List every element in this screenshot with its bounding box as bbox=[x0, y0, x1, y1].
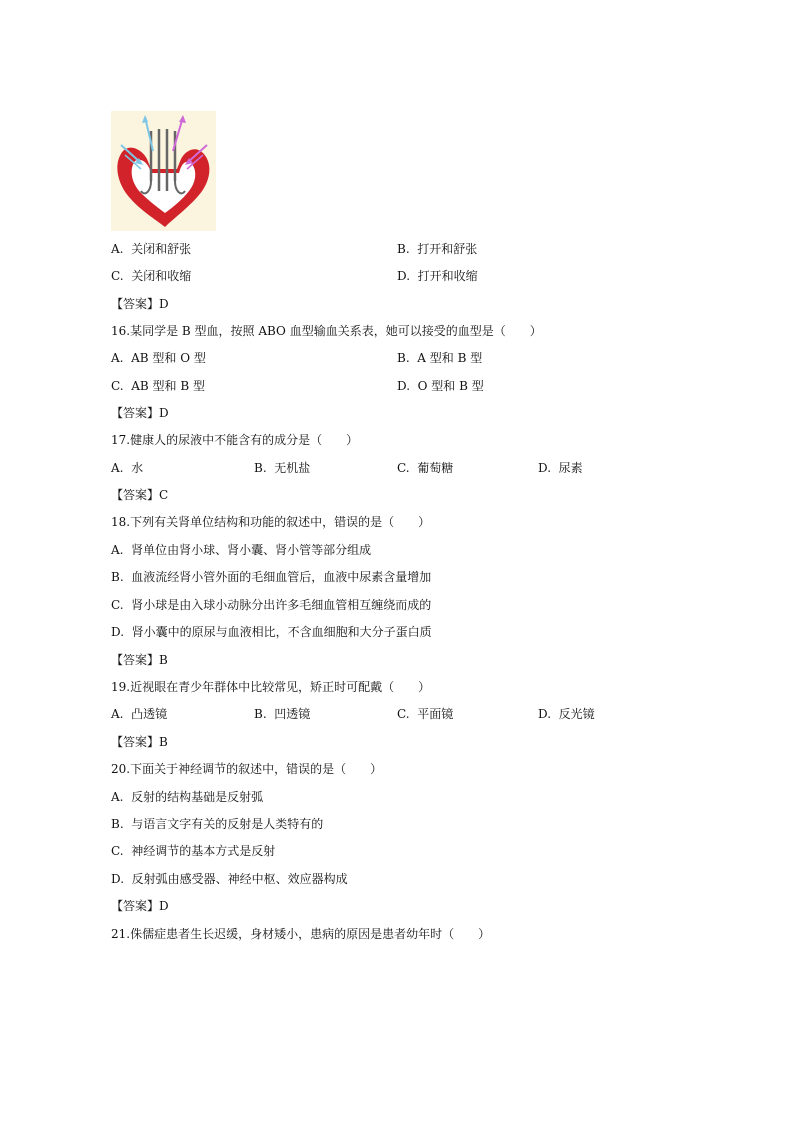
q15-answer: 【答案】D bbox=[111, 297, 169, 311]
q18-option-d: D. 肾小囊中的原尿与血液相比，不含血细胞和大分子蛋白质 bbox=[111, 625, 432, 639]
q16-answer: 【答案】D bbox=[111, 406, 169, 420]
q19-question: 19.近视眼在青少年群体中比较常见，矫正时可配戴（ ） bbox=[111, 680, 431, 694]
q20-option-d: D. 反射弧由感受器、神经中枢、效应器构成 bbox=[111, 872, 348, 886]
q16-option-c: C. AB 型和 B 型 bbox=[111, 379, 205, 393]
q17-question: 17.健康人的尿液中不能含有的成分是（ ） bbox=[111, 433, 359, 447]
q19-option-b: B. 凹透镜 bbox=[254, 707, 311, 721]
q19-option-a: A. 凸透镜 bbox=[111, 707, 168, 721]
q20-option-b: B. 与语言文字有关的反射是人类特有的 bbox=[111, 817, 324, 831]
q16-question: 16.某同学是 B 型血，按照 ABO 血型输血关系表，她可以接受的血型是（ ） bbox=[111, 324, 542, 338]
q18-option-c: C. 肾小球是由入球小动脉分出许多毛细血管相互缠绕而成的 bbox=[111, 598, 432, 612]
q17-option-a: A. 水 bbox=[111, 461, 144, 475]
q20-option-c: C. 神经调节的基本方式是反射 bbox=[111, 844, 276, 858]
q18-question: 18.下列有关肾单位结构和功能的叙述中，错误的是（ ） bbox=[111, 515, 431, 529]
q20-question: 20.下面关于神经调节的叙述中，错误的是（ ） bbox=[111, 762, 383, 776]
q15-option-d: D. 打开和收缩 bbox=[397, 269, 478, 283]
heart-diagram bbox=[111, 111, 216, 231]
q17-option-b: B. 无机盐 bbox=[254, 461, 311, 475]
q16-option-b: B. A 型和 B 型 bbox=[397, 351, 483, 365]
q18-option-a: A. 肾单位由肾小球、肾小囊、肾小管等部分组成 bbox=[111, 543, 372, 557]
q20-option-a: A. 反射的结构基础是反射弧 bbox=[111, 790, 264, 804]
q18-option-b: B. 血液流经肾小管外面的毛细血管后，血液中尿素含量增加 bbox=[111, 570, 432, 584]
q16-option-d: D. O 型和 B 型 bbox=[397, 379, 484, 393]
q17-option-d: D. 尿素 bbox=[538, 461, 583, 475]
q17-answer: 【答案】C bbox=[111, 488, 169, 502]
q15-option-c: C. 关闭和收缩 bbox=[111, 269, 192, 283]
q16-option-a: A. AB 型和 O 型 bbox=[111, 351, 206, 365]
q21-question: 21.侏儒症患者生长迟缓，身材矮小，患病的原因是患者幼年时（ ） bbox=[111, 927, 491, 941]
q19-option-d: D. 反光镜 bbox=[538, 707, 595, 721]
q15-option-b: B. 打开和舒张 bbox=[397, 242, 478, 256]
q18-answer: 【答案】B bbox=[111, 653, 168, 667]
q20-answer: 【答案】D bbox=[111, 899, 169, 913]
q15-option-a: A. 关闭和舒张 bbox=[111, 242, 192, 256]
q17-option-c: C. 葡萄糖 bbox=[397, 461, 454, 475]
q19-option-c: C. 平面镜 bbox=[397, 707, 454, 721]
q19-answer: 【答案】B bbox=[111, 735, 168, 749]
